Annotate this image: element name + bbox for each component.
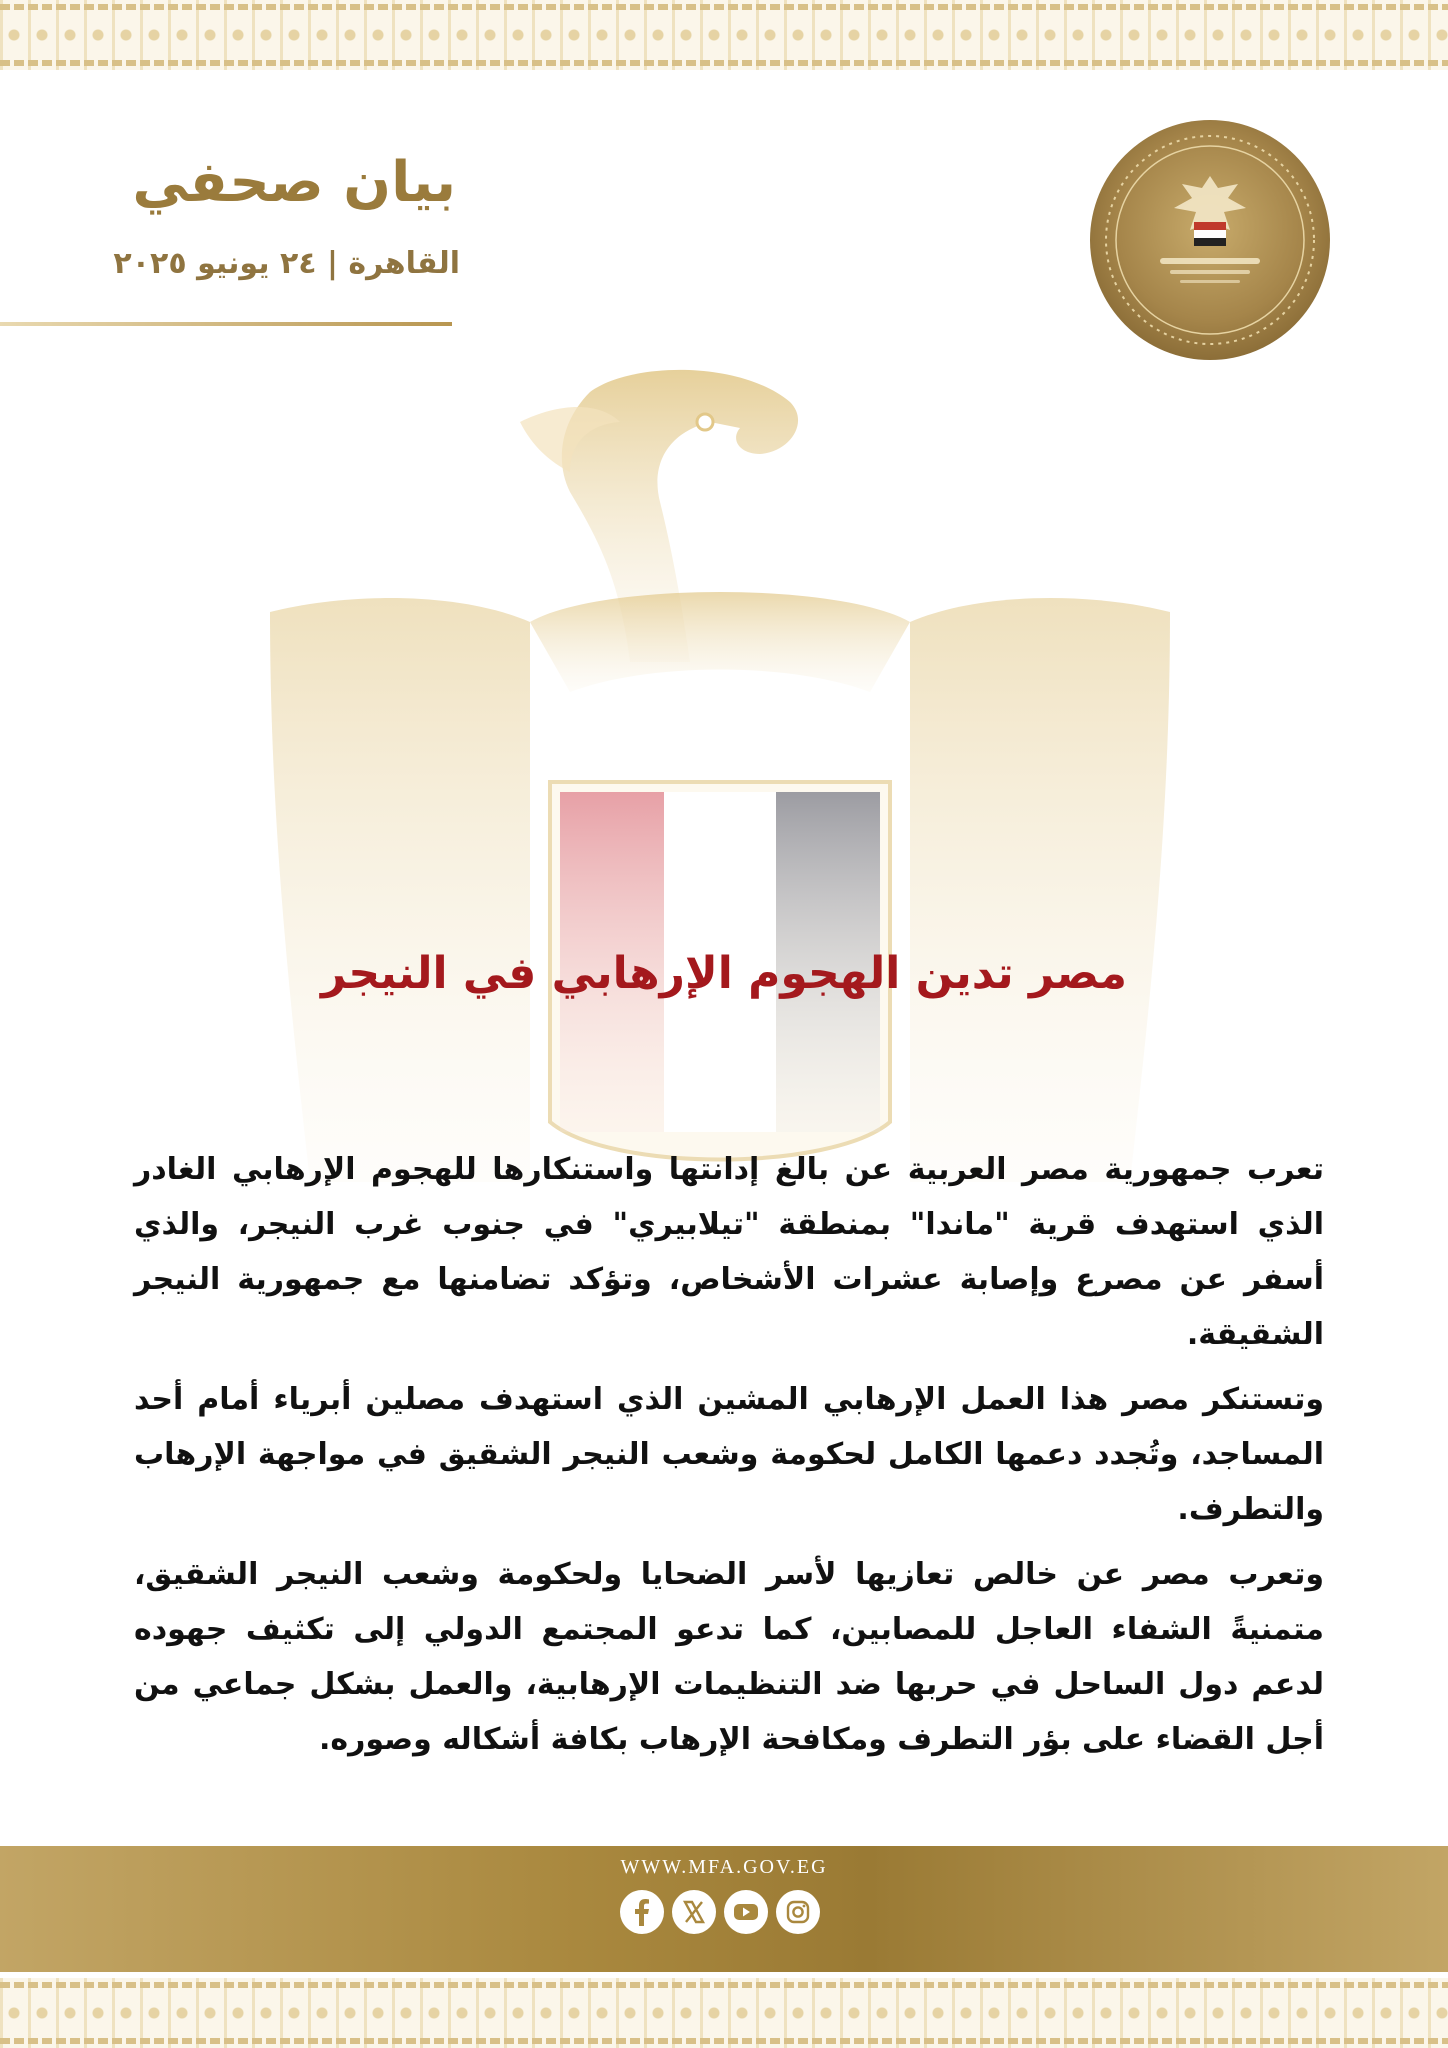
statement-headline: مصر تدين الهجوم الإرهابي في النيجر [321,948,1127,999]
website-link[interactable]: WWW.MFA.GOV.EG [620,1856,828,1878]
dateline: القاهرة | ٢٤ يونيو ٢٠٢٥ [113,246,460,281]
document-type-title: بيان صحفي [132,150,456,215]
x-icon[interactable] [672,1890,716,1934]
social-icons-row [620,1890,828,1938]
header-divider [0,322,452,326]
bottom-ornament-band [0,1978,1448,2048]
body-paragraph-2: وتستنكر مصر هذا العمل الإرهابي المشين الذي استهدف مصلين أبرياء أمام أحد المساجد، وتُجدد دعمها الكامل لحكومة وشعب النيجر الشقيق في مواجهة الإرهاب والتطرف. [134,1382,1324,1527]
top-ornament-band [0,0,1448,70]
body-paragraph-3: وتعرب مصر عن خالص تعازيها لأسر الضحايا ولحكومة وشعب النيجر الشقيق، متمنيةً الشفاء العاجل للمصابين، كما تدعو المجتمع الدولي إلى تكثيف جهوده لدعم دول الساحل في حربها ضد التنظيمات الإرهابية، والعمل بشكل جماعي من أجل القضاء على بؤر التطرف ومكافحة الإرهاب بكافة أشكاله وصوره. [134,1557,1324,1757]
facebook-icon[interactable] [620,1890,664,1934]
youtube-icon[interactable] [724,1890,768,1934]
eagle-emblem-watermark [270,362,1170,1182]
ministry-seal-logo [1088,118,1332,362]
instagram-icon[interactable] [776,1890,820,1934]
body-paragraph-1: تعرب جمهورية مصر العربية عن بالغ إدانتها واستنكارها للهجوم الإرهابي الغادر الذي استهدف قرية "ماندا" بمنطقة "تيلابيري" في جنوب غرب النيجر، والذي أسفر عن مصرع وإصابة عشرات الأشخاص، وتؤكد تضامنها مع جمهورية النيجر الشقيقة. [134,1152,1324,1352]
